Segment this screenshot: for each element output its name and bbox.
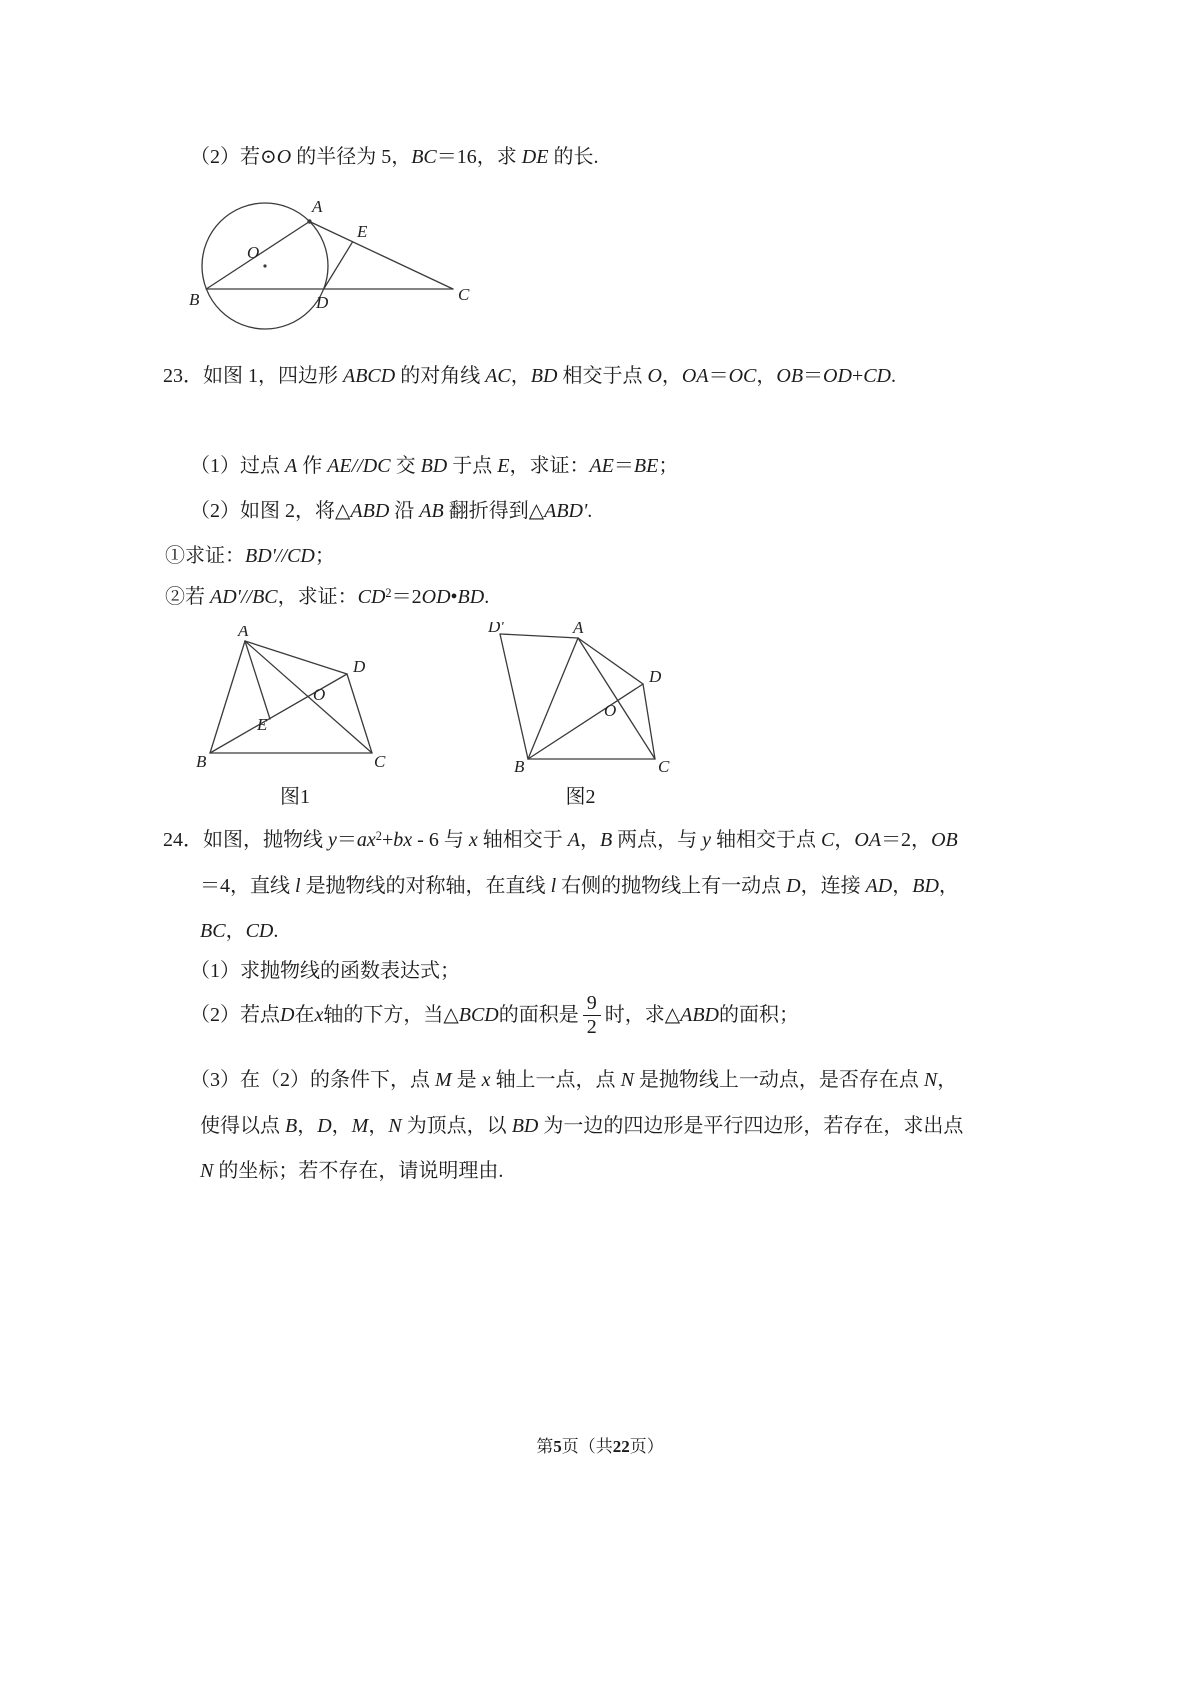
label-A: A <box>238 626 249 640</box>
label-A: A <box>312 197 323 216</box>
q24-line3: BC，CD. <box>200 920 279 942</box>
label-D: D <box>353 657 366 676</box>
fig1-diagram <box>195 626 395 778</box>
label-B: B <box>196 752 207 771</box>
q24-part2: （2）若点 D 在 x 轴的下方，当△ BCD 的面积是 $\frac{9}{2}$ 时，求△ ABD 的面积； <box>190 991 800 1038</box>
fig2-diagram <box>488 622 673 778</box>
q23-part1: （1）过点 A 作 AE//DC 交 BD 于点 E，求证：AE＝BE； <box>190 455 679 477</box>
q24-part3a: （3）在（2）的条件下，点 M 是 x 轴上一点，点 N 是抛物线上一动点，是否存在点 N， <box>190 1069 958 1091</box>
label-E: E <box>357 222 368 241</box>
label-C: C <box>374 752 386 771</box>
label-O: O <box>313 685 326 704</box>
point-A <box>307 219 311 223</box>
fig1-caption: 图1 <box>280 786 310 808</box>
circle-diagram <box>185 190 477 350</box>
segment-DpA <box>500 634 578 638</box>
label-E: E <box>257 715 268 734</box>
label-C: C <box>658 757 670 776</box>
label-B: B <box>514 757 525 776</box>
q23-sub2: ②若 AD'//BC，求证：$CD^2=2OD•BD$. <box>165 585 490 608</box>
fig2-caption: 图2 <box>565 786 596 808</box>
segment-AB <box>528 638 578 759</box>
diagonal-AC <box>578 638 655 759</box>
segment-DpB <box>500 634 528 759</box>
q22-circle-figure <box>185 190 477 350</box>
q24-part1: （1）求抛物线的函数表达式； <box>190 960 460 982</box>
label-D: D <box>316 293 329 312</box>
label-C: C <box>458 285 470 304</box>
segment-DC <box>643 684 655 759</box>
label-O: O <box>247 243 260 262</box>
q24-line2: ＝4，直线 l 是抛物线的对称轴，在直线 l 右侧的抛物线上有一动点 D，连接 AD，BD， <box>200 875 959 897</box>
segment-AD <box>245 641 347 674</box>
point-O <box>263 264 266 267</box>
label-D: D <box>649 667 662 686</box>
segment-AC <box>310 222 454 290</box>
q24-line1: 24．如图，抛物线 $y=ax^2+bx - 6$ 与 x 轴相交于 A，B 两点，与 y 轴相交于点 C，OA＝2，OB <box>163 828 958 851</box>
q23-figure-1 <box>195 626 395 778</box>
label-O: O <box>604 701 617 720</box>
label-B: B <box>189 290 200 309</box>
segment-AD <box>578 638 643 684</box>
q24-part3c: N 的坐标；若不存在，请说明理由. <box>200 1160 504 1182</box>
label-A: A <box>573 622 584 637</box>
q23-stem: 23．如图 1，四边形 ABCD 的对角线 AC，BD 相交于点 O，OA＝OC，OB＝OD+CD. <box>163 365 897 387</box>
q23-part2: （2）如图 2，将△ABD 沿 AB 翻折得到△ABD'. <box>190 500 593 522</box>
q23-sub1: ①求证：BD'//CD； <box>165 545 335 567</box>
q23-figure-2 <box>488 622 673 778</box>
q22-part2-text: （2）若⊙O 的半径为 5，BC＝16，求 DE 的长. <box>190 146 599 168</box>
q24-part3b: 使得以点 B，D，M，N 为顶点，以 BD 为一边的四边形是平行四边形，若存在，求出点 <box>200 1115 964 1137</box>
label-D-prime: D' <box>488 622 504 636</box>
page-footer: 第5页（共22页） <box>536 1437 664 1456</box>
diagonal-BD <box>528 684 643 759</box>
